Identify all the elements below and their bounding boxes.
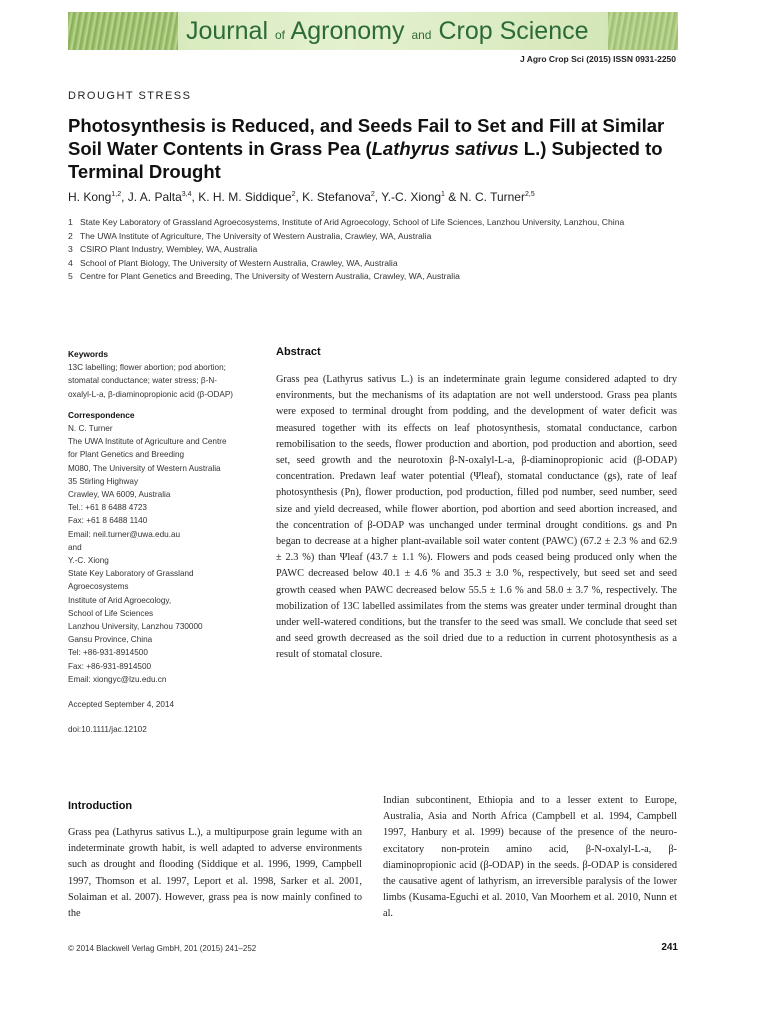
- affiliations: [68, 216, 688, 284]
- author-separator: ,: [295, 190, 303, 204]
- correspondence-line: Email: neil.turner@uwa.edu.au: [68, 529, 181, 539]
- article-title-species: Lathyrus sativus: [371, 138, 519, 159]
- affiliation-number: 5: [68, 271, 73, 281]
- affiliation-number: 3: [68, 244, 73, 254]
- affiliation-item: [68, 270, 688, 284]
- correspondence-line: for Plant Genetics and Breeding: [68, 450, 185, 460]
- correspondence-line: Gansu Province, China: [68, 635, 153, 645]
- grass-image-right: [608, 12, 678, 50]
- article-title-part2: L.) Subjected to Terminal Drought: [68, 138, 663, 182]
- affiliation-text: School of Plant Biology, The University of Western Australia, Crawley, WA, Australia: [80, 257, 398, 268]
- author-separator: ,: [191, 190, 199, 204]
- affiliation-text: Centre for Plant Genetics and Breeding, The University of Western Australia, Crawley, WA, Australia: [80, 271, 460, 281]
- correspondence-line: Fax: +61 8 6488 1140: [68, 516, 148, 526]
- keyword-line: 13C labelling; flower abortion; pod abortion;: [68, 363, 226, 373]
- sidebar-metadata: [68, 348, 258, 736]
- correspondence-line: Tel.: +61 8 6488 4723: [68, 503, 147, 513]
- page-footer: [68, 944, 678, 953]
- affiliation-text: State Key Laboratory of Grassland Agroecosystems, Institute of Arid Agroecology, School of Life Sciences, Lanzhou University, Lanzhou, China: [80, 217, 625, 227]
- correspondence-details: [68, 422, 258, 686]
- correspondence-line: Fax: +86-931-8914500: [68, 661, 152, 671]
- correspondence-line: The UWA Institute of Agriculture and Centre: [68, 437, 227, 447]
- journal-title-and: and: [411, 28, 432, 42]
- copyright: © 2014 Blackwell Verlag GmbH, 201 (2015) 241–252: [68, 944, 257, 953]
- correspondence-line: Crawley, WA 6009, Australia: [68, 490, 171, 500]
- affiliation-item: [68, 257, 688, 271]
- abstract-text: Grass pea (Lathyrus sativus L.) is an indeterminate grain legume considered adapted to dry environments, but the mechanisms of its adaptation are not well understood. Grass pea plants were exposed to terminal drought from podding, and the development of water deficit was measured together with its effects on leaf photosynthesis, stomatal conductance, carbon remobilisation to the seeds, flower production and abortion, pod production and abortion, seed set, seed growth and the neurotoxin β-N-oxalyl-L-a, β-diaminopropionic acid (β-ODAP) concentration. Predawn leaf water potential (Ψleaf), stomatal conductance (gs), rate of leaf photosynthesis (Pn), flower production, pod production, filled pod number, seed number, seed size and yield decreased, while flower abortion, pod abortion and seed abortion increased, and the concentration of β-ODAP was unchanged under terminal drought conditions. gs and Pn began to decrease at a higher plant-available soil water content (PAWC) (67.2 ± 2.3 % and 62.9 ± 2.3 %) than Ψleaf (43.7 ± 1.1 %). Flowers and pods ceased being produced only when the PAWC decreased below 40.1 ± 4.6 % and 35.3 ± 3.0 %, respectively, but seed set and seed growth ceased when PAWC decreased below 55.5 ± 1.6 % and 58.0 ± 3.7 %, respectively. The mobilization of 13C labelled assimilates from the stems was greater under terminal drought than under well-watered conditions, but the transfer to the seed was small. We conclude that seed set and seed growth decreased as the soil dried due to a reduction in current photosynthesis as a result of stomatal closure.: [276, 374, 677, 661]
- article-title: [68, 114, 688, 183]
- affiliation-item: [68, 216, 688, 230]
- correspondence-line: Y.-C. Xiong: [68, 556, 109, 566]
- affiliation-item: [68, 230, 688, 244]
- author-affiliation-mark: 2: [370, 191, 375, 198]
- correspondence-line: N. C. Turner: [68, 424, 113, 434]
- correspondence-line: M080, The University of Western Australia: [68, 463, 221, 473]
- correspondence-line: Agroecosystems: [68, 582, 129, 592]
- journal-issn: J Agro Crop Sci (2015) ISSN 0931-2250: [519, 54, 676, 64]
- affiliation-text: CSIRO Plant Industry, Wembley, WA, Australia: [80, 244, 258, 254]
- correspondence-line: Tel: +86-931-8914500: [68, 648, 148, 658]
- correspondence-line: and: [68, 542, 82, 552]
- affiliation-number: 2: [68, 230, 73, 241]
- author-name: K. H. M. Siddique: [198, 190, 292, 204]
- introduction-text: Grass pea (Lathyrus sativus L.), a multipurpose grain legume with an indeterminate growth habit, is well adapted to adverse environments such as drought and flooding (Siddique et al. 1996, 1999, Campbell 1997, Thomson et al. 1997, Leport et al. 1998, Sarker et al. 2001, Solaiman et al. 2007). However, grass pea is now mainly confined to the: [68, 827, 362, 920]
- author-separator: ,: [121, 190, 128, 204]
- doi: doi:10.1111/jac.12102: [68, 725, 147, 735]
- keyword-line: stomatal conductance; water stress; β-N-: [68, 376, 217, 386]
- introduction-continued: [383, 793, 677, 923]
- author-separator: ,: [374, 190, 382, 204]
- author-affiliation-mark: 1,2: [111, 191, 122, 198]
- article-title-part1: Photosynthesis is Reduced, and Seeds Fail to Set and Fill at Similar Soil Water Contents in Grass Pea (: [68, 115, 665, 159]
- affiliation-number: 1: [68, 217, 73, 227]
- author-affiliation-mark: 1: [441, 191, 445, 198]
- author-name: N. C. Turner: [459, 190, 525, 204]
- journal-title-of: of: [274, 28, 285, 42]
- introduction-continued-text: Indian subcontinent, Ethiopia and to a lesser extent to Europe, Australia, Asia and North Africa (Campbell et al. 1994, Campbell 1997, Hanbury et al. 1999) because of the presence of the neuro-excitatory non-protein amino acid, β-N-oxalyl-L-a, β-diaminopropionic acid (β-ODAP) in the seeds. β-ODAP is considered the causative agent of lathyrism, an irreversible paralysis of the lower limbs (Kusama-Eguchi et al. 2010, Van Moorhem et al. 2010, Nunn et al.: [383, 795, 677, 920]
- correspondence-line: Email: xiongyc@lzu.edu.cn: [68, 674, 167, 684]
- author-name: H. Kong: [68, 190, 112, 204]
- correspondence-line: State Key Laboratory of Grassland: [68, 569, 194, 579]
- correspondence-line: 35 Stirling Highway: [68, 476, 139, 486]
- section-tag: DROUGHT STRESS: [68, 90, 192, 102]
- abstract-section: [276, 346, 677, 664]
- affiliation-number: 4: [68, 257, 73, 268]
- correspondence-heading: Correspondence: [68, 409, 135, 420]
- author-separator: &: [444, 190, 460, 204]
- grass-image: [68, 12, 178, 50]
- correspondence-line: Institute of Arid Agroecology,: [68, 595, 172, 605]
- author-name: Y.-C. Xiong: [381, 190, 442, 204]
- abstract-heading: Abstract: [276, 346, 321, 358]
- author-affiliation-mark: 2: [291, 191, 296, 198]
- author-affiliation-mark: 2,5: [524, 191, 535, 198]
- author-name: K. Stefanova: [302, 190, 371, 204]
- journal-banner: [68, 12, 678, 50]
- keywords-heading: Keywords: [68, 349, 109, 359]
- author-name: J. A. Palta: [127, 190, 182, 204]
- keyword-line: oxalyl-L-a, β-diaminopropionic acid (β-ODAP): [68, 389, 234, 399]
- affiliation-text: The UWA Institute of Agriculture, The University of Western Australia, Crawley, WA, Australia: [80, 230, 432, 241]
- correspondence-line: Lanzhou University, Lanzhou 730000: [68, 622, 203, 632]
- keywords-list: [68, 361, 258, 401]
- introduction-heading: Introduction: [68, 800, 133, 812]
- affiliation-item: [68, 243, 688, 257]
- journal-title-part: Journal: [186, 17, 268, 45]
- journal-title-part: Crop Science: [438, 17, 589, 45]
- page-number: 241: [661, 942, 678, 953]
- author-affiliation-mark: 3,4: [181, 191, 192, 198]
- accepted-date: Accepted September 4, 2014: [68, 700, 175, 710]
- author-list: [68, 190, 688, 204]
- correspondence-line: School of Life Sciences: [68, 608, 154, 618]
- journal-title-part: Agronomy: [290, 17, 405, 45]
- introduction-section: [68, 800, 362, 922]
- journal-title: [186, 17, 589, 46]
